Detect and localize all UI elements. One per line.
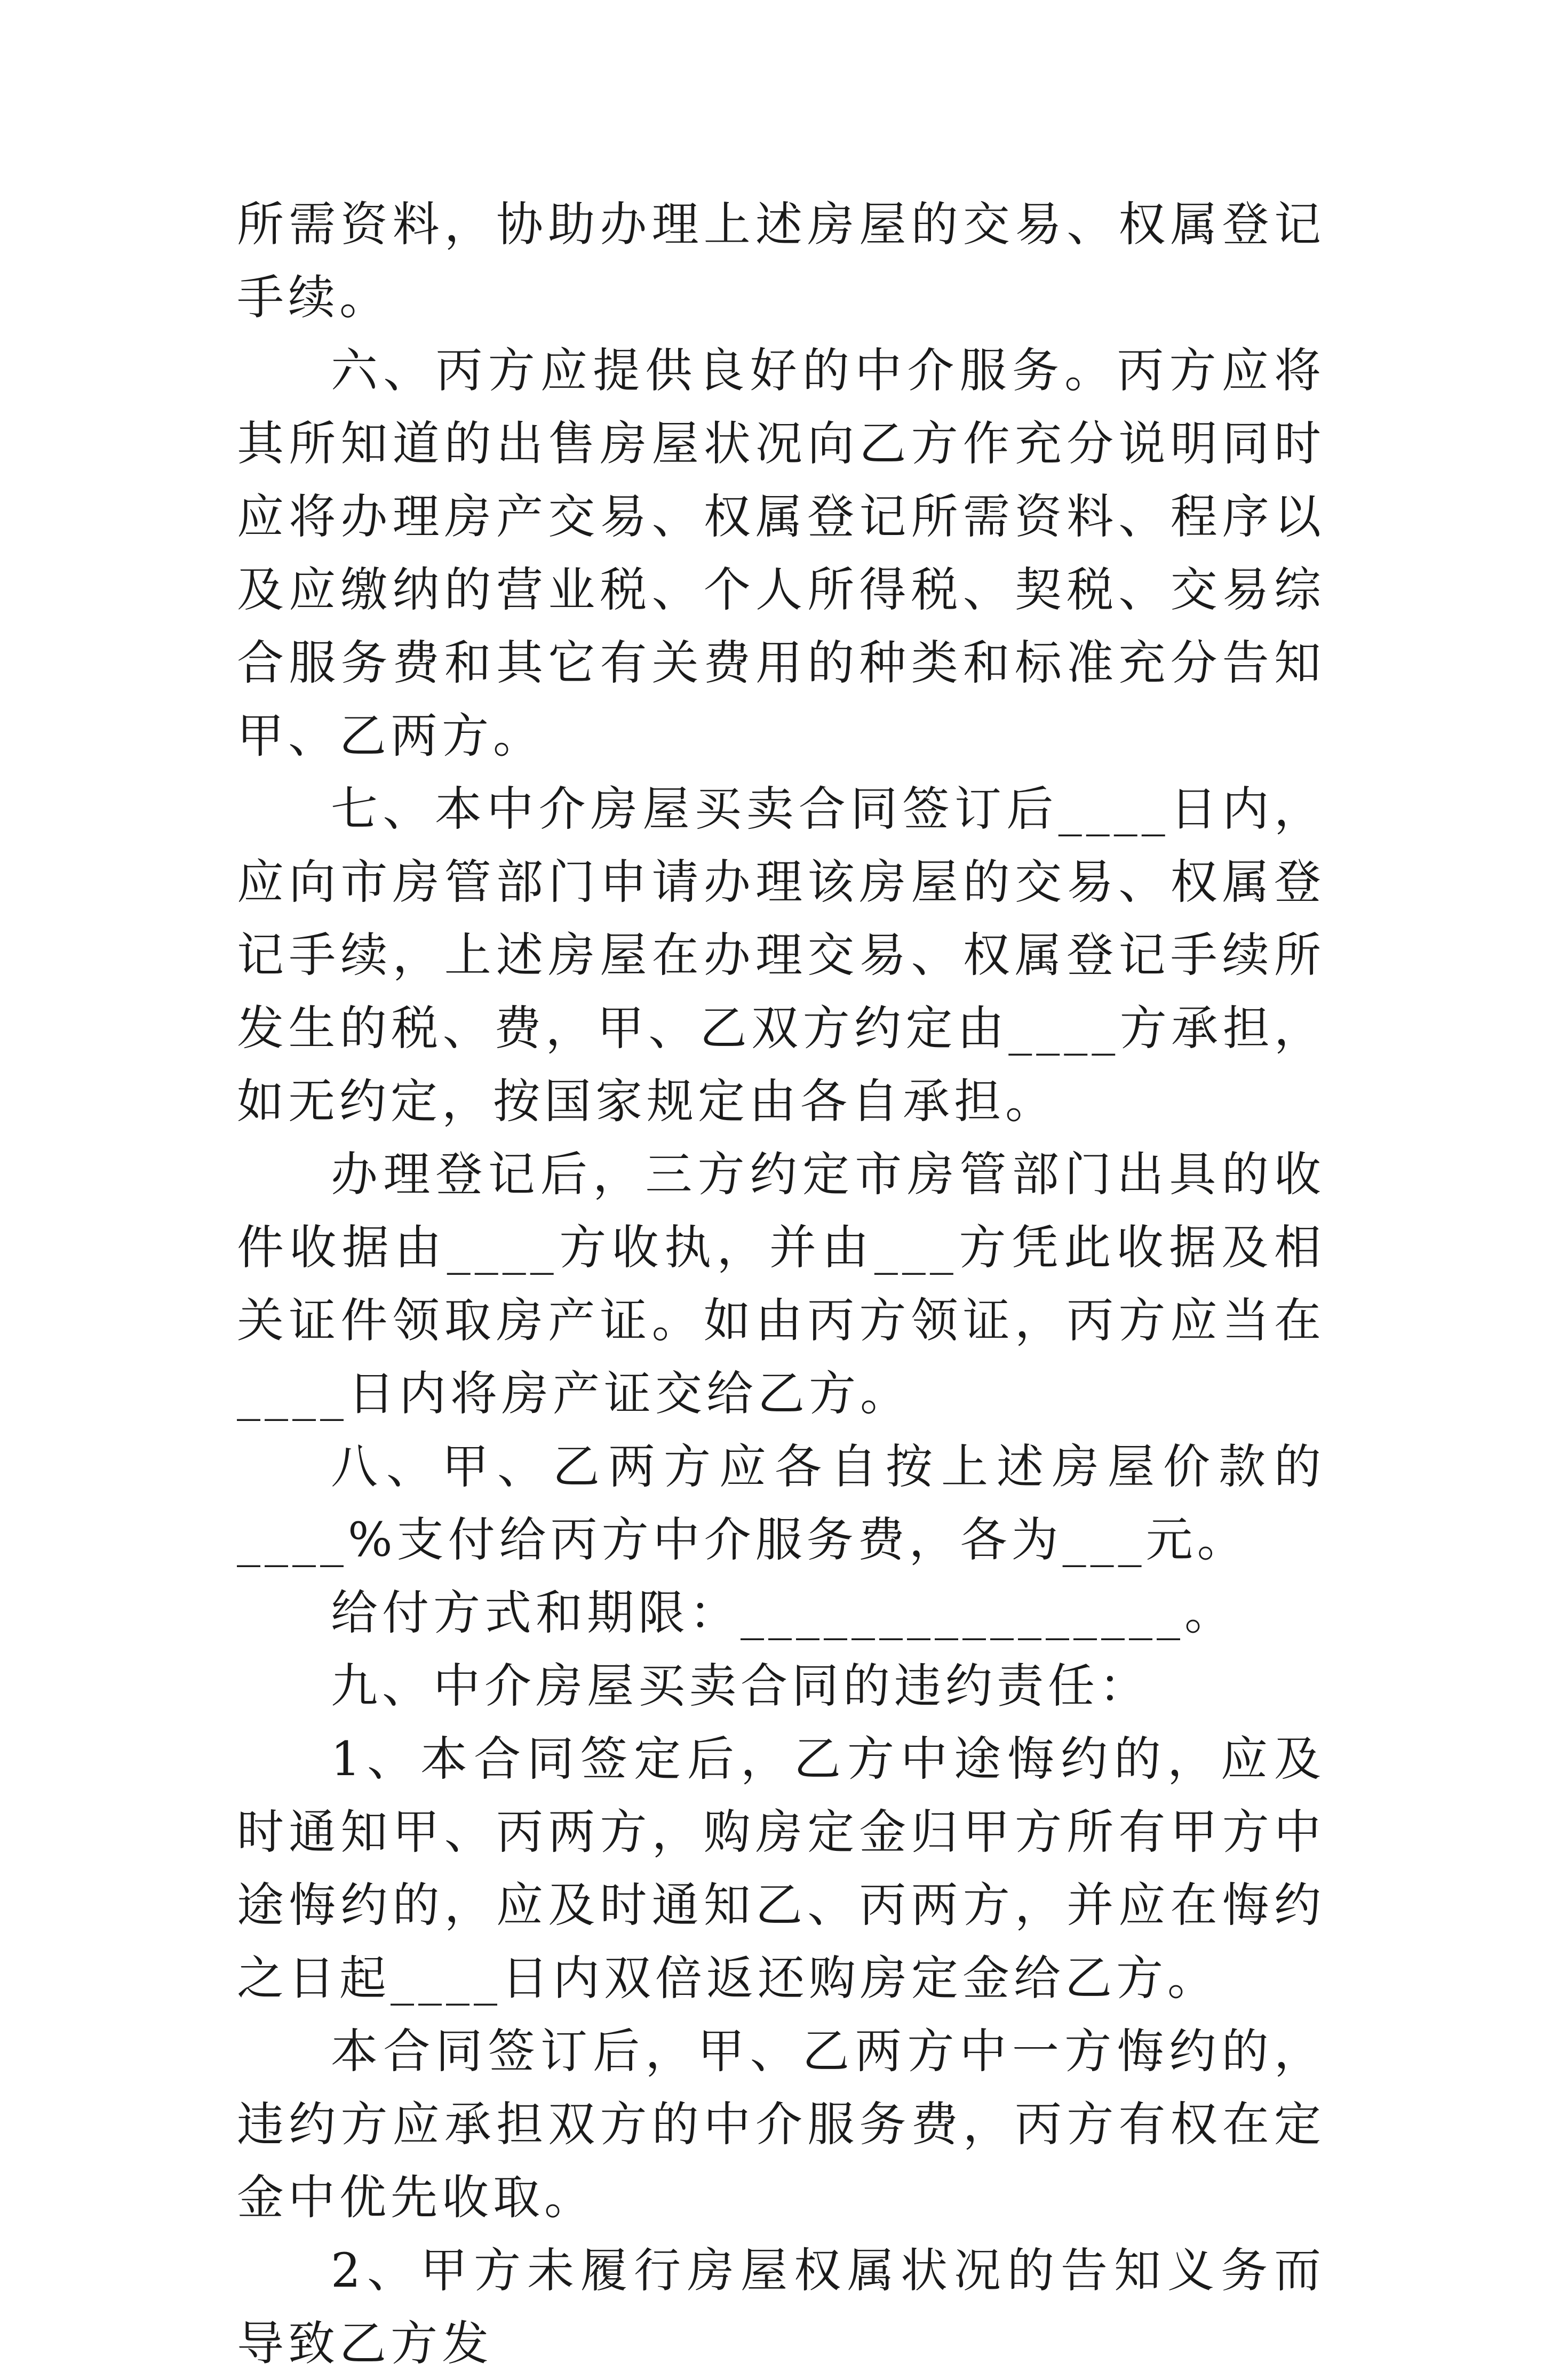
contract-text: [237, 188, 1325, 2380]
paragraph-breach-fee: 本合同签订后，甲、乙两方中一方悔约的，违约方应承担双方的中介服务费，丙方有权在定金中优先收取。: [237, 2024, 1325, 2225]
paragraph-clause-9-1: 1、本合同签定后，乙方中途悔约的，应及时通知甲、丙两方，购房定金归甲方所有甲方中途悔约的，应及时通知乙、丙两方，并应在悔约之日起____日内双倍返还购房定金给乙方。: [237, 1731, 1325, 2006]
paragraph-clause-9-2: 2、甲方未履行房屋权属状况的告知义务而导致乙方发: [237, 2243, 1325, 2371]
paragraph-clause-8: 八、甲、乙两方应各自按上述房屋价款的____%支付给丙方中介服务费，各为___元。: [237, 1439, 1325, 1567]
paragraph-continuation: 所需资料，协助办理上述房屋的交易、权属登记手续。: [237, 197, 1325, 325]
paragraph-clause-9-heading: 九、中介房屋买卖合同的违约责任：: [331, 1658, 1151, 1713]
paragraph-registration: 办理登记后，三方约定市房管部门出具的收件收据由____方收执，并由___方凭此收据及相关证件领取房产证。如由丙方领证，丙方应当在____日内将房产证交给乙方。: [237, 1147, 1325, 1421]
paragraph-clause-7: 七、本中介房屋买卖合同签订后____日内，应向市房管部门申请办理该房屋的交易、权属登记手续，上述房屋在办理交易、权属登记手续所发生的税、费，甲、乙双方约定由____方承担，如无约定，按国家规定由各自承担。: [237, 781, 1325, 1129]
paragraph-clause-6: 六、丙方应提供良好的中介服务。丙方应将其所知道的出售房屋状况向乙方作充分说明同时应将办理房产交易、权属登记所需资料、程序以及应缴纳的营业税、个人所得税、契税、交易综合服务费和其它有关费用的种类和标准充分告知甲、乙两方。: [237, 343, 1325, 763]
paragraph-payment-method: 给付方式和期限：________________。: [331, 1585, 1236, 1640]
